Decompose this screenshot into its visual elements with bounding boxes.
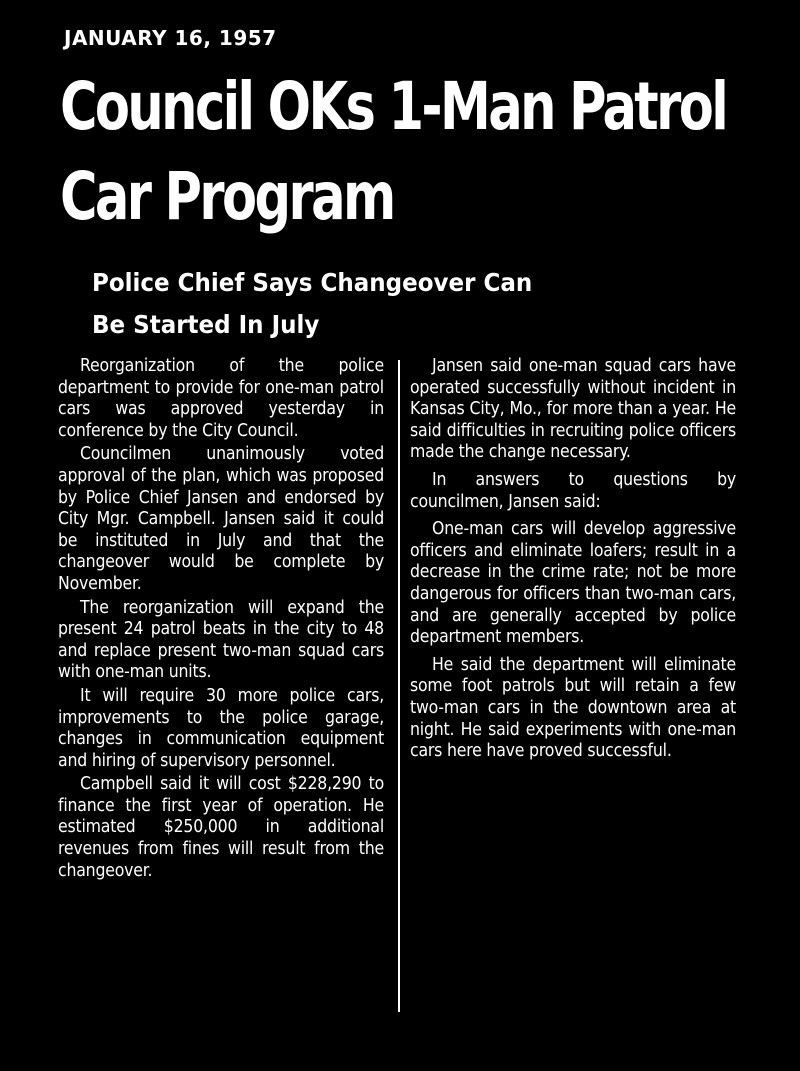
subheadline — [92, 262, 532, 346]
subheadline-line-2: Be Started In July — [92, 310, 320, 339]
paragraph: Councilmen unanimously voted approval of the plan, which was proposed by Police Chief Jansen and endorsed by City Mgr. Campbell. Jansen said it could be instituted in July and that the changeover would be complete by November. — [58, 444, 384, 594]
headline — [60, 62, 727, 242]
dateline: JANUARY 16, 1957 — [64, 26, 277, 50]
article-column-left — [58, 356, 384, 884]
paragraph: Reorganization of the police department to provide for one-man patrol cars was approved yesterday in conference by the City Council. — [58, 356, 384, 441]
column-divider — [398, 360, 400, 1012]
paragraph: He said the department will eliminate some foot patrols but will retain a few two-man cars in the downtown area at night. He said experiments with one-man cars here have proved successful. — [410, 654, 736, 762]
article-column-right — [410, 356, 736, 765]
paragraph: The reorganization will expand the present 24 patrol beats in the city to 48 and replace present two-man squad cars with one-man units. — [58, 597, 384, 683]
paragraph: In answers to questions by councilmen, Jansen said: — [410, 469, 736, 512]
paragraph: Jansen said one-man squad cars have operated successfully without incident in Kansas City, Mo., for more than a year. He said difficulties in recruiting police officers made the change necessary. — [410, 356, 736, 463]
headline-line-2: Car Program — [60, 158, 394, 235]
headline-line-1: Council OKs 1-Man Patrol — [60, 68, 727, 145]
subheadline-line-1: Police Chief Says Changeover Can — [92, 268, 533, 297]
paragraph: Campbell said it will cost $228,290 to finance the first year of operation. He estimated $250,000 in additional revenues from fines will result from the changeover. — [58, 774, 384, 881]
paragraph: One-man cars will develop aggressive officers and eliminate loafers; result in a decrease in the crime rate; not be more dangerous for officers than two-man cars, and are generally accepted by police department members. — [410, 519, 736, 648]
paragraph: It will require 30 more police cars, improvements to the police garage, changes in communication equipment and hiring of supervisory personnel. — [58, 685, 384, 771]
